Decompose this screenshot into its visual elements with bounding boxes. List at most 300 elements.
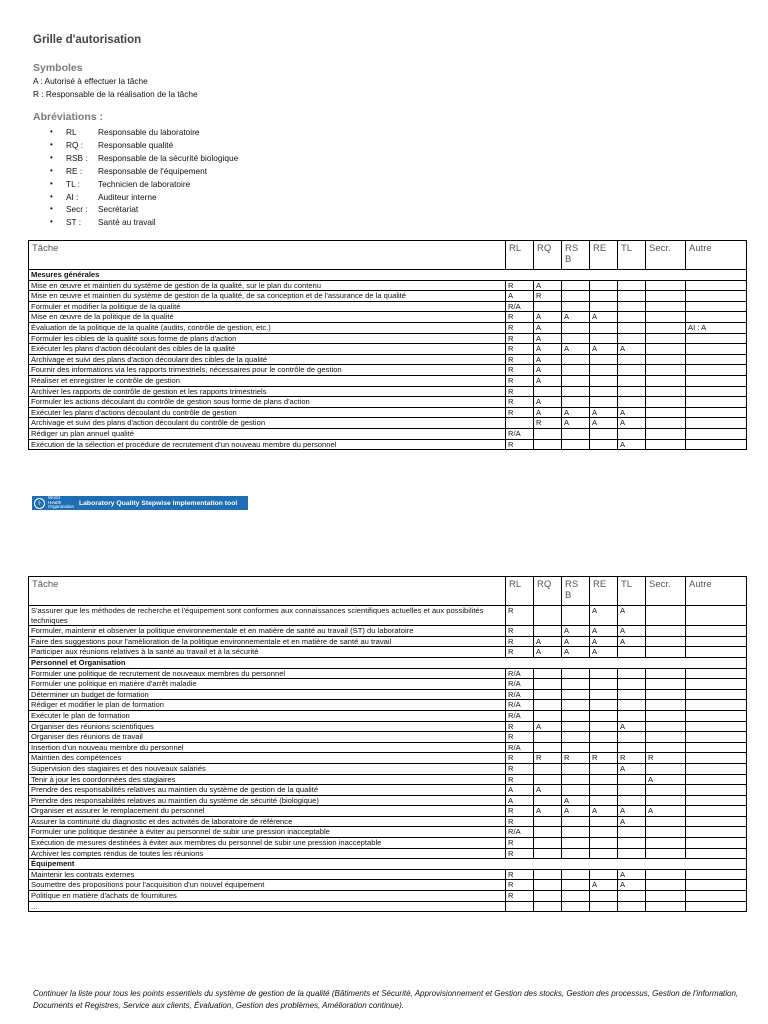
table-row <box>29 679 747 690</box>
task-cell: Fournir des informations via les rapports trimestriels, nécessaires pour le contrôle de gestion <box>29 365 506 376</box>
role-cell: R <box>506 344 534 355</box>
role-cell <box>534 901 562 912</box>
role-cell <box>618 322 646 333</box>
role-cell <box>686 869 747 880</box>
role-cell <box>618 428 646 439</box>
role-cell: R/A <box>506 689 534 700</box>
role-cell <box>686 732 747 743</box>
task-cell: Soumettre des propositions pour l'acquisition d'un nouvel équipement <box>29 880 506 891</box>
task-cell: Évaluation de la politique de la qualité (audits, contrôle de gestion, etc.) <box>29 322 506 333</box>
table-row <box>29 375 747 386</box>
task-cell: Maintien des compétences <box>29 753 506 764</box>
role-cell <box>618 700 646 711</box>
role-cell <box>562 397 590 408</box>
role-cell: R <box>646 753 686 764</box>
role-cell <box>646 428 686 439</box>
role-cell: R <box>506 312 534 323</box>
column-header: TL <box>618 241 646 270</box>
section-row <box>29 859 747 870</box>
table-row <box>29 344 747 355</box>
role-cell <box>618 354 646 365</box>
role-cell <box>646 816 686 827</box>
bullet-icon: • <box>50 178 53 188</box>
role-cell <box>618 774 646 785</box>
table-row <box>29 291 747 302</box>
role-cell: A <box>562 312 590 323</box>
role-cell: R <box>618 753 646 764</box>
role-cell <box>562 848 590 859</box>
abbreviation-code: RQ : <box>66 139 84 150</box>
table-row <box>29 742 747 753</box>
role-cell: R <box>506 606 534 626</box>
table-row <box>29 785 747 796</box>
role-cell: A <box>618 880 646 891</box>
task-cell: Mise en œuvre et maintien du système de gestion de la qualité, sur le plan du contenu <box>29 280 506 291</box>
table-row <box>29 397 747 408</box>
table-row <box>29 869 747 880</box>
role-cell <box>562 721 590 732</box>
role-cell: A <box>562 636 590 647</box>
role-cell <box>686 354 747 365</box>
role-cell <box>562 354 590 365</box>
role-cell: R <box>562 753 590 764</box>
symbol-r: R : Responsable de la réalisation de la tâche <box>33 88 198 99</box>
role-cell <box>562 291 590 302</box>
role-cell: R/A <box>506 710 534 721</box>
abbreviation-item <box>50 191 238 204</box>
role-cell <box>534 439 562 450</box>
role-cell <box>562 365 590 376</box>
role-cell <box>590 816 618 827</box>
bullet-icon: • <box>50 165 53 175</box>
role-cell: R/A <box>506 679 534 690</box>
role-cell: R <box>506 626 534 637</box>
role-cell <box>686 689 747 700</box>
role-cell: R <box>506 774 534 785</box>
table-row <box>29 732 747 743</box>
role-cell <box>686 880 747 891</box>
role-cell <box>686 848 747 859</box>
bullet-icon: • <box>50 204 53 214</box>
task-cell: Maintenir les contrats externes <box>29 869 506 880</box>
column-header: RE <box>590 241 618 270</box>
role-cell <box>646 407 686 418</box>
role-cell <box>562 763 590 774</box>
task-cell: Mise en œuvre et maintien du système de gestion de la qualité, de sa conception et de l'assurance de la qualité <box>29 291 506 302</box>
task-cell: Exécuter les plans d'action découlant des cibles de la qualité <box>29 344 506 355</box>
role-cell: R <box>534 418 562 429</box>
role-cell: R <box>506 753 534 764</box>
task-cell: Mise en œuvre de la politique de la qualité <box>29 312 506 323</box>
column-header: Autre <box>686 577 747 606</box>
role-cell <box>686 647 747 658</box>
section-row <box>29 657 747 668</box>
role-cell <box>686 344 747 355</box>
table-row <box>29 407 747 418</box>
role-cell: R <box>506 375 534 386</box>
role-cell <box>618 301 646 312</box>
role-cell: R <box>506 397 534 408</box>
who-emblem-icon: ⚕ <box>34 498 45 509</box>
role-cell <box>590 774 618 785</box>
role-cell: A <box>534 354 562 365</box>
role-cell <box>646 668 686 679</box>
role-cell <box>686 774 747 785</box>
role-cell <box>562 816 590 827</box>
table-row <box>29 365 747 376</box>
role-cell <box>562 732 590 743</box>
abbreviation-code: ST : <box>66 217 82 228</box>
who-lqsi-logo <box>32 496 248 510</box>
role-cell <box>590 301 618 312</box>
role-cell: A <box>534 785 562 796</box>
role-cell <box>534 880 562 891</box>
role-cell <box>562 689 590 700</box>
task-cell: Rédiger un plan annuel qualité <box>29 428 506 439</box>
bullet-icon: • <box>50 127 53 136</box>
role-cell <box>686 626 747 637</box>
abbreviation-item <box>50 203 238 216</box>
role-cell: A <box>590 344 618 355</box>
role-cell: A <box>590 636 618 647</box>
column-header: Secr. <box>646 241 686 270</box>
role-cell <box>562 386 590 397</box>
role-cell <box>618 901 646 912</box>
task-cell: Rédiger et modifier le plan de formation <box>29 700 506 711</box>
role-cell: R/A <box>506 827 534 838</box>
role-cell <box>590 700 618 711</box>
role-cell: A <box>562 418 590 429</box>
role-cell <box>534 700 562 711</box>
table-row <box>29 880 747 891</box>
role-cell <box>618 742 646 753</box>
role-cell: R <box>506 838 534 849</box>
role-cell: A <box>534 375 562 386</box>
role-cell: A <box>590 647 618 658</box>
role-cell <box>618 312 646 323</box>
role-cell: A <box>506 291 534 302</box>
role-cell <box>618 891 646 902</box>
abbreviations-heading: Abréviations : <box>33 111 104 123</box>
column-header: RL <box>506 241 534 270</box>
role-cell <box>686 386 747 397</box>
role-cell <box>590 732 618 743</box>
table-row <box>29 901 747 912</box>
role-cell: R <box>506 848 534 859</box>
table-row <box>29 700 747 711</box>
table-row <box>29 838 747 849</box>
role-cell <box>646 354 686 365</box>
abbreviation-description: Responsable de la sécurité biologique <box>98 152 239 163</box>
task-cell: Organiser des réunions de travail <box>29 732 506 743</box>
role-cell <box>618 647 646 658</box>
role-cell <box>686 280 747 291</box>
task-cell: Formuler une politique destinée à éviter au personnel de subir une pression inacceptable <box>29 827 506 838</box>
task-cell: Participer aux réunions relatives à la santé au travail et à la sécurité <box>29 647 506 658</box>
abbreviation-description: Auditeur interne <box>98 191 157 202</box>
role-cell <box>618 838 646 849</box>
role-cell: R <box>506 333 534 344</box>
task-cell: Formuler les cibles de la qualité sous forme de plans d'action <box>29 333 506 344</box>
role-cell <box>590 280 618 291</box>
table-row <box>29 753 747 764</box>
table-row <box>29 301 747 312</box>
role-cell <box>646 418 686 429</box>
table-row <box>29 322 747 333</box>
abbreviation-code: RL <box>66 127 77 137</box>
task-cell: Organiser des réunions scientifiques <box>29 721 506 732</box>
role-cell: A <box>618 418 646 429</box>
table-row <box>29 795 747 806</box>
column-header: RE <box>590 577 618 606</box>
authorization-table-2 <box>28 576 747 912</box>
role-cell <box>618 710 646 721</box>
table-row <box>29 312 747 323</box>
table-row <box>29 636 747 647</box>
role-cell: R <box>506 636 534 647</box>
role-cell <box>590 763 618 774</box>
role-cell <box>562 375 590 386</box>
role-cell <box>646 785 686 796</box>
bullet-icon: • <box>50 217 53 227</box>
role-cell <box>686 428 747 439</box>
abbreviations-list <box>50 126 238 229</box>
role-cell <box>562 710 590 721</box>
role-cell: R <box>534 753 562 764</box>
page-title: Grille d'autorisation <box>33 34 142 46</box>
role-cell <box>618 827 646 838</box>
role-cell <box>562 891 590 902</box>
role-cell: R <box>506 880 534 891</box>
column-header: RS B <box>562 577 590 606</box>
task-cell: Archiver les comptes rendus de toutes les réunions <box>29 848 506 859</box>
role-cell: R/A <box>506 700 534 711</box>
abbreviation-item <box>50 126 238 139</box>
role-cell <box>646 700 686 711</box>
abbreviation-code: Secr : <box>66 204 88 215</box>
bullet-icon: • <box>50 152 53 162</box>
task-cell: Archivage et suivi des plans d'action découlant des cibles de la qualité <box>29 354 506 365</box>
role-cell <box>646 710 686 721</box>
table-row <box>29 710 747 721</box>
role-cell: A <box>646 806 686 817</box>
role-cell <box>646 763 686 774</box>
abbreviation-description: Secrétariat <box>98 204 139 215</box>
role-cell <box>646 312 686 323</box>
role-cell <box>686 365 747 376</box>
role-cell <box>686 636 747 647</box>
role-cell: R <box>506 647 534 658</box>
role-cell: A <box>562 344 590 355</box>
role-cell: A <box>590 880 618 891</box>
role-cell <box>686 785 747 796</box>
section-title: Mesures générales <box>29 270 747 281</box>
role-cell <box>686 795 747 806</box>
role-cell <box>562 774 590 785</box>
role-cell <box>590 333 618 344</box>
abbreviation-description: Responsable de l'équipement <box>98 165 208 176</box>
role-cell <box>646 838 686 849</box>
role-cell <box>590 827 618 838</box>
role-cell <box>646 606 686 626</box>
role-cell <box>506 901 534 912</box>
logo-org-name: World Health Organization <box>48 494 75 510</box>
role-cell <box>618 386 646 397</box>
role-cell <box>686 710 747 721</box>
role-cell <box>686 838 747 849</box>
role-cell <box>618 668 646 679</box>
role-cell: R/A <box>506 301 534 312</box>
role-cell <box>646 397 686 408</box>
section-title: Équipement <box>29 859 747 870</box>
role-cell <box>646 626 686 637</box>
role-cell <box>590 689 618 700</box>
role-cell <box>686 816 747 827</box>
role-cell: R <box>506 280 534 291</box>
role-cell <box>590 721 618 732</box>
role-cell <box>562 901 590 912</box>
role-cell: R <box>506 365 534 376</box>
role-cell <box>562 280 590 291</box>
role-cell <box>646 636 686 647</box>
role-cell <box>562 668 590 679</box>
role-cell <box>686 742 747 753</box>
role-cell <box>562 301 590 312</box>
authorization-table-1 <box>28 240 747 450</box>
abbreviation-item <box>50 139 238 152</box>
abbreviation-item <box>50 178 238 191</box>
role-cell <box>590 386 618 397</box>
abbreviation-code: TL : <box>66 178 80 189</box>
role-cell <box>590 785 618 796</box>
abbreviation-code: RE : <box>66 165 83 176</box>
role-cell: A <box>590 407 618 418</box>
role-cell <box>686 753 747 764</box>
footnote: Continuer la liste pour tous les points essentiels du système de gestion de la qualité (Bâtiments et Sécurité, Approvisionnement et Gestion des stocks, Gestion des processus, Gestion de l'information, Documents et Registres, Service aux clients, Évaluation, Gestion des problèmes, Amélioration continue). <box>33 989 739 1010</box>
table-row <box>29 280 747 291</box>
role-cell: A <box>506 785 534 796</box>
role-cell <box>686 407 747 418</box>
role-cell <box>590 848 618 859</box>
role-cell <box>590 375 618 386</box>
role-cell <box>590 679 618 690</box>
role-cell <box>590 354 618 365</box>
column-header: TL <box>618 577 646 606</box>
role-cell: R <box>590 753 618 764</box>
table-row <box>29 647 747 658</box>
role-cell: A <box>534 407 562 418</box>
role-cell: A <box>590 606 618 626</box>
abbreviation-code: AI : <box>66 191 79 202</box>
role-cell <box>534 679 562 690</box>
column-header: RQ <box>534 241 562 270</box>
table-row <box>29 386 747 397</box>
table-row <box>29 721 747 732</box>
role-cell <box>618 375 646 386</box>
table-row <box>29 763 747 774</box>
role-cell <box>590 397 618 408</box>
role-cell: R/A <box>506 428 534 439</box>
role-cell: R <box>506 386 534 397</box>
role-cell <box>590 428 618 439</box>
role-cell <box>686 333 747 344</box>
role-cell <box>562 785 590 796</box>
task-cell: Archiver les rapports de contrôle de gestion et les rapports trimestriels <box>29 386 506 397</box>
role-cell <box>646 891 686 902</box>
role-cell: A <box>618 869 646 880</box>
task-cell: Exécuter les plans d'actions découlant du contrôle de gestion <box>29 407 506 418</box>
role-cell <box>534 626 562 637</box>
role-cell <box>534 742 562 753</box>
task-cell: Formuler une politique de recrutement de nouveaux membres du personnel <box>29 668 506 679</box>
logo-tool-name: Laboratory Quality Stepwise Implementation tool <box>79 499 238 507</box>
role-cell: A <box>618 763 646 774</box>
role-cell <box>646 742 686 753</box>
task-cell: Prendre des responsabilités relatives au maintien du système de sécurité (biologique) <box>29 795 506 806</box>
role-cell <box>646 386 686 397</box>
abbreviation-description: Responsable du laboratoire <box>98 127 200 137</box>
role-cell: R <box>506 763 534 774</box>
role-cell <box>646 322 686 333</box>
table-row <box>29 668 747 679</box>
role-cell: A <box>618 816 646 827</box>
role-cell <box>686 312 747 323</box>
symbol-a: A : Autorisé à effectuer la tâche <box>33 76 148 86</box>
task-cell: S'assurer que les méthodes de recherche et l'équipement sont conformes aux connaissances scientifiques actuelles et aux possibilités techniques <box>29 606 506 626</box>
task-cell: Assurer la continuité du diagnostic et des activités de laboratoire de référence <box>29 816 506 827</box>
task-cell: Exécution de mesures destinées à éviter aux membres du personnel de subir une pression inacceptable <box>29 838 506 849</box>
role-cell <box>618 732 646 743</box>
role-cell <box>562 838 590 849</box>
column-header: Tâche <box>29 577 506 606</box>
role-cell: R <box>506 322 534 333</box>
role-cell: A <box>534 721 562 732</box>
role-cell <box>686 901 747 912</box>
role-cell: A <box>562 806 590 817</box>
abbreviation-item <box>50 165 238 178</box>
role-cell: A <box>534 365 562 376</box>
role-cell: A <box>590 312 618 323</box>
role-cell <box>646 333 686 344</box>
role-cell: AI : A <box>686 322 747 333</box>
role-cell: A <box>590 418 618 429</box>
role-cell <box>646 291 686 302</box>
role-cell <box>534 689 562 700</box>
abbreviation-description: Responsable qualité <box>98 139 174 150</box>
role-cell <box>646 901 686 912</box>
role-cell <box>562 606 590 626</box>
role-cell <box>562 679 590 690</box>
column-header: RS B <box>562 241 590 270</box>
role-cell <box>534 606 562 626</box>
role-cell: A <box>618 606 646 626</box>
symbols-list <box>33 75 198 100</box>
abbreviation-code: RSB : <box>66 152 88 163</box>
task-cell: Exécuter le plan de formation <box>29 710 506 721</box>
role-cell: A <box>590 626 618 637</box>
role-cell <box>686 700 747 711</box>
role-cell <box>646 365 686 376</box>
table-row <box>29 354 747 365</box>
role-cell <box>686 763 747 774</box>
role-cell <box>534 869 562 880</box>
role-cell <box>646 732 686 743</box>
role-cell <box>506 418 534 429</box>
task-cell: Formuler une politique en matière d'arrêt maladie <box>29 679 506 690</box>
role-cell <box>590 291 618 302</box>
role-cell <box>590 869 618 880</box>
section-row <box>29 270 747 281</box>
